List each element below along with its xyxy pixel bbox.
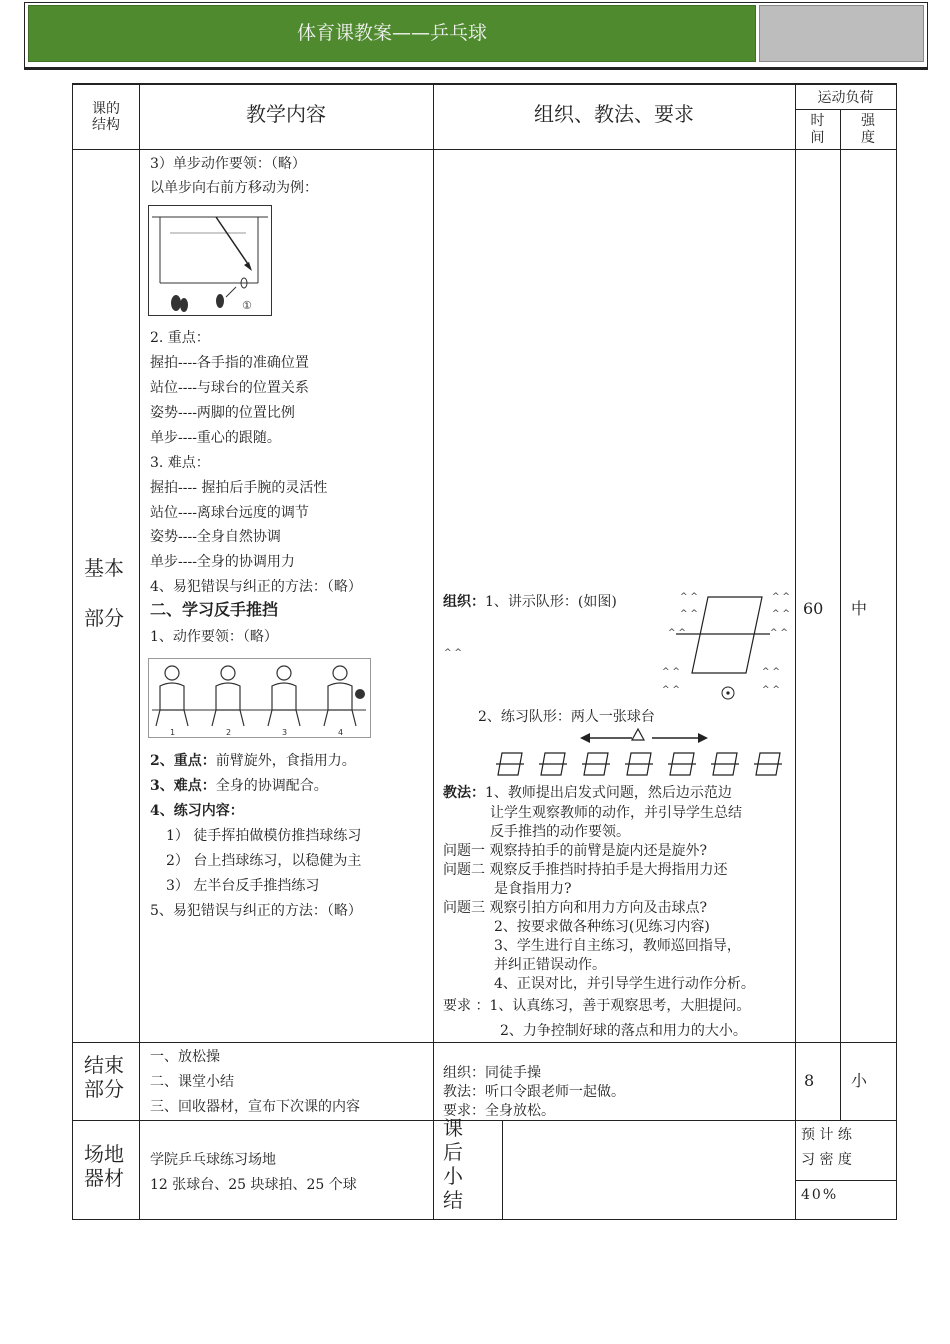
- basic-label-1: 基本: [84, 556, 124, 580]
- summary-char: 课: [443, 1116, 463, 1140]
- header-content: 教学内容: [246, 102, 326, 126]
- illustration-number: 4: [338, 728, 344, 737]
- caret-mark: ^ ^: [662, 685, 680, 695]
- header-method: 组织、教法、要求: [534, 102, 694, 126]
- ending-time: 8: [804, 1071, 815, 1090]
- content-line: 握拍----各手指的准确位置: [150, 355, 309, 371]
- header-load: 运动负荷: [817, 90, 874, 106]
- banner-side-block: [759, 5, 924, 62]
- density-value: 40%: [801, 1187, 839, 1203]
- practice-label: 4、练习内容：: [150, 803, 244, 819]
- content-line: 姿势----两脚的位置比例: [150, 405, 295, 421]
- ending-intensity: 小: [851, 1071, 868, 1090]
- caret-mark: ^ ^: [680, 592, 698, 602]
- header-structure: 课的 结构: [92, 101, 120, 133]
- illustration-number: 1: [170, 728, 176, 737]
- banner-title: 体育课教案——乒乓球: [28, 5, 756, 62]
- banner-underline: [24, 68, 928, 70]
- key-point: 2、重点：前臂旋外，食指用力。: [150, 753, 356, 769]
- method-line: 3、学生进行自主练习，教师巡回指导，: [494, 938, 741, 954]
- illustration-number: 3: [282, 728, 288, 737]
- practice-item: 2） 台上挡球练习，以稳健为主: [166, 853, 362, 869]
- method-line: 问题二 观察反手推挡时持拍手是大拇指用力还: [443, 862, 728, 878]
- formation2-text: 2、练习队形：两人一张球台: [478, 709, 655, 725]
- content-line: 2. 重点：: [150, 330, 210, 346]
- practice-item: 3） 左半台反手推挡练习: [166, 878, 320, 894]
- caret-mark: ^ ^: [444, 648, 462, 658]
- caret-mark: ^ ^: [770, 628, 788, 638]
- method-line: 让学生观察教师的动作，并引导学生总结: [490, 805, 742, 821]
- content-line: 站位----与球台的位置关系: [150, 380, 309, 396]
- content-line: 3）单步动作要领：（略）: [150, 156, 306, 172]
- content-line: 站位----离球台远度的调节: [150, 505, 309, 521]
- caret-mark: ^ ^: [762, 685, 780, 695]
- method-line: 2、按要求做各种练习(见练习内容): [494, 919, 710, 935]
- caret-mark: ^ ^: [762, 667, 780, 677]
- content-line: 姿势----全身自然协调: [150, 529, 281, 545]
- header-intensity: 强 度: [861, 113, 875, 146]
- method-line: 教法：1、教师提出启发式问题，然后边示范边: [443, 785, 732, 801]
- backhand-illustration: [148, 658, 371, 738]
- section2-line: 1、动作要领：（略）: [150, 629, 278, 645]
- venue-label-2: 器材: [84, 1166, 124, 1190]
- section2-title: 二、学习反手推挡: [150, 600, 279, 619]
- formation-diagram-1: [440, 585, 792, 705]
- footwork-marker: ①: [242, 299, 252, 312]
- method-line: 并纠正错误动作。: [494, 957, 606, 973]
- density-line: 习 密 度: [801, 1152, 852, 1168]
- summary-char: 后: [443, 1140, 463, 1164]
- summary-char: 结: [443, 1188, 463, 1212]
- venue-line: 学院乒乓球练习场地: [150, 1152, 276, 1168]
- content-line: 以单步向右前方移动为例：: [150, 180, 318, 196]
- caret-mark: ^ ^: [772, 592, 790, 602]
- method-line: 问题一 观察持拍手的前臂是旋内还是旋外?: [443, 843, 707, 859]
- ending-method-line: 要求：全身放松。: [443, 1103, 555, 1119]
- footwork-diagram: [148, 205, 272, 316]
- method-line: 2、力争控制好球的落点和用力的大小。: [500, 1023, 747, 1039]
- header-time: 时 间: [810, 113, 825, 146]
- content-line: 单步----全身的协调用力: [150, 554, 295, 570]
- illustration-number: 2: [226, 728, 232, 737]
- errors-line: 5、易犯错误与纠正的方法：（略）: [150, 903, 362, 919]
- caret-mark: ^ ^: [772, 609, 790, 619]
- caret-mark: ^ ^: [662, 667, 680, 677]
- method-line: 问题三 观察引拍方向和用力方向及击球点?: [443, 900, 707, 916]
- ending-content-line: 二、课堂小结: [150, 1074, 234, 1090]
- basic-time: 60: [803, 599, 824, 618]
- method-line: 是食指用力?: [494, 881, 572, 897]
- method-line: 4、正误对比，并引导学生进行动作分析。: [494, 976, 755, 992]
- difficulty-point: 3、难点：全身的协调配合。: [150, 778, 328, 794]
- basic-intensity: 中: [851, 599, 868, 618]
- content-line: 4、易犯错误与纠正的方法：（略）: [150, 579, 362, 595]
- content-line: 3. 难点：: [150, 455, 210, 471]
- summary-char: 小: [443, 1164, 463, 1188]
- method-line: 要求 ：1、认真练习，善于观察思考，大胆提问。: [443, 998, 751, 1014]
- practice-item: 1） 徒手挥拍做模仿推挡球练习: [166, 828, 362, 844]
- venue-line: 12 张球台、25 块球拍、25 个球: [150, 1177, 357, 1193]
- ending-content-line: 三、回收器材，宣布下次课的内容: [150, 1099, 360, 1115]
- ending-method-line: 教法：听口令跟老师一起做。: [443, 1084, 625, 1100]
- content-line: 握拍---- 握拍后手腕的灵活性: [150, 480, 328, 496]
- content-line: 单步----重心的跟随。: [150, 430, 281, 446]
- org-line: 组织：1、讲示队形：(如图): [443, 594, 617, 610]
- basic-label-2: 部分: [84, 606, 124, 630]
- method-line: 反手推挡的动作要领。: [490, 824, 630, 840]
- ending-label-2: 部分: [84, 1077, 124, 1101]
- venue-label-1: 场地: [84, 1142, 124, 1166]
- ending-method-line: 组织：同徒手操: [443, 1065, 541, 1081]
- ending-content-line: 一、放松操: [150, 1049, 220, 1065]
- density-line: 预 计 练: [801, 1127, 852, 1143]
- formation-diagram-2: [492, 725, 792, 780]
- caret-mark: ^ ^: [680, 609, 698, 619]
- ending-label-1: 结束: [84, 1053, 124, 1077]
- caret-mark: ^ ^: [668, 628, 686, 638]
